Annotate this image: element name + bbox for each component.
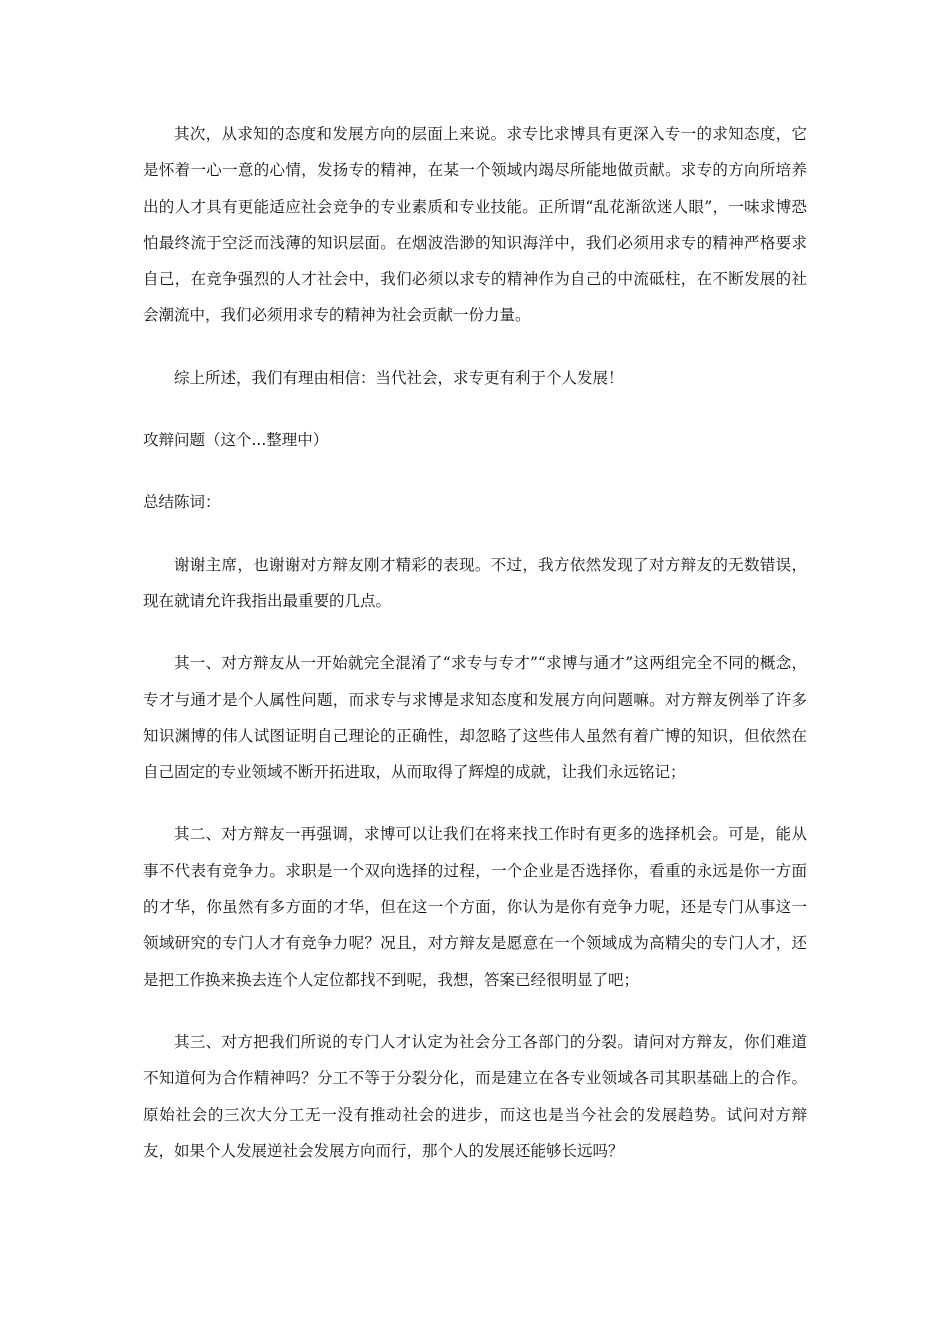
paragraph-point-two: 其二、对方辩友一再强调，求博可以让我们在将来找工作时有更多的选择机会。可是，能从事不代表有竞争力。求职是一个双向选择的过程，一个企业是否选择你，看重的永远是你一方面的才华，你虽然有多方面的才华，但在这一个方面，你认为是你有竞争力呢，还是专门从事这一领域研究的专门人才有竞争力呢？况且，对方辩友是愿意在一个领域成为高精尖的专门人才，还是把工作换来换去连个人定位都找不到呢，我想，答案已经很明显了吧； bbox=[143, 825, 807, 989]
paragraph-specialization-attitude: 其次，从求知的态度和发展方向的层面上来说。求专比求博具有更深入专一的求知态度，它是怀着一心一意的心情，发扬专的精神，在某一个领域内竭尽所能地做贡献。求专的方向所培养出的人才具有更能适应社会竞争的专业素质和专业技能。正所谓“乱花渐欲迷人眼”，一味求博恐怕最终流于空泛而浅薄的知识层面。在烟波浩渺的知识海洋中，我们必须用求专的精神严格要求自己，在竞争强烈的人才社会中，我们必须以求专的精神作为自己的中流砥柱，在不断发展的社会潮流中，我们必须用求专的精神为社会贡献一份力量。 bbox=[143, 125, 807, 325]
paragraph-point-three: 其三、对方把我们所说的专门人才认定为社会分工各部门的分裂。请问对方辩友，你们难道不知道何为合作精神吗？分工不等于分裂分化，而是建立在各专业领域各司其职基础上的合作。原始社会的三次大分工无一没有推动社会的进步，而这也是当今社会的发展趋势。试问对方辩友，如果个人发展逆社会发展方向而行，那个人的发展还能够长远吗？ bbox=[143, 1032, 807, 1160]
paragraph-conclusion: 综上所述，我们有理由相信：当代社会，求专更有利于个人发展！ bbox=[174, 368, 624, 387]
paragraph-thanks: 谢谢主席，也谢谢对方辩友刚才精彩的表现。不过，我方依然发现了对方辩友的无数错误，现在就请允许我指出最重要的几点。 bbox=[143, 555, 807, 610]
paragraph-point-one: 其一、对方辩友从一开始就完全混淆了“求专与专才”“求博与通才”这两组完全不同的概念，专才与通才是个人属性问题，而求专与求博是求知态度和发展方向问题嘛。对方辩友例举了许多知识渊博的伟人试图证明自己理论的正确性，却忽略了这些伟人虽然有着广博的知识，但依然在自己固定的专业领域不断开拓进取，从而取得了辉煌的成就，让我们永远铭记； bbox=[143, 654, 807, 782]
document-page bbox=[143, 116, 807, 1169]
heading-closing-statement: 总结陈词： bbox=[143, 493, 221, 512]
heading-cross-examination: 攻辩问题（这个...整理中） bbox=[143, 431, 329, 450]
